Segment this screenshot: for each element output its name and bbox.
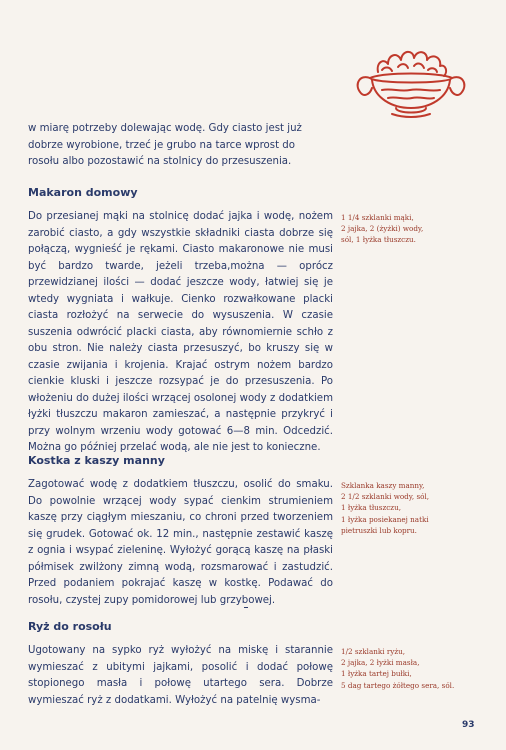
intro-line: w miarę potrzeby dolewając wodę. Gdy ciasto jest już — [28, 123, 302, 134]
ingredient-line: 1/2 szklanki ryżu, — [341, 647, 406, 656]
page-number: 93 — [462, 720, 475, 730]
soup-bowl-illustration — [352, 22, 470, 122]
section-title: Ryż do rosołu — [28, 620, 112, 633]
recipe-instructions: Zagotować wodę z dodatkiem tłuszczu, osolić do smaku. Do powolnie wrzącej wody sypać cienkim strumieniem kaszę przy ciągłym mieszaniu, co chroni przed tworzeniem się grudek. Gotować ok. 12 min., następnie zestawić kaszę z ognia i wsypać zieleninę. Wyłożyć gorącą kaszę na płaski półmisek zwilżony zimną wodą, rozsmarować i zastudzić. Przed podaniem pokrajać kaszę w kostkę. Podawać do rosołu, czystej zupy pomidorowej lub grzybowej. — [28, 479, 333, 606]
ingredient-line: 1 łyżka tartej bułki, — [341, 669, 412, 679]
intro-paragraph — [28, 121, 333, 171]
section-text — [28, 209, 333, 457]
section-text — [28, 477, 333, 609]
section-title: Makaron domowy — [28, 186, 138, 199]
ingredient-line: Szklanka kaszy manny, — [341, 481, 425, 490]
intro-line: dobrze wyrobione, trzeć je grubo na tarce wprost do — [28, 139, 296, 151]
recipe-instructions: Ugotowany na sypko ryż wyłożyć na miskę i starannie wymieszać z ubitymi jajkami, posolić i dodać połowę stopionego masła i połowę utartego sera. Dobrze wymieszać ryż z dodatkami. Wyłożyć na patelnię wysma- — [28, 645, 333, 706]
recipe-instructions: Do przesianej mąki na stolnicę dodać jajka i wodę, nożem zarobić ciasto, a gdy wszystkie składniki ciasta dobrze się połączą, wygnieść je rękami. Ciasto makaronowe nie musi być bardzo twarde, jeżeli trzeba,można — oprócz przewidzianej ilości — dodać jeszcze wody, łatwiej się je wtedy wygniata i wałkuje. Cienko rozwałkowane placki ciasta rozłożyć na serwecie do wysuszenia. W czasie suszenia odwrócić placki ciasta, aby równomiernie schło z obu stron. Nie należy ciasta przesuszyć, bo kruszy się w czasie zwijania i krojenia. Krajać ostrym nożem bardzo cienkie kluski i jeszcze rozsypać je do przesuszenia. Po włożeniu do dużej ilości wrzącej osolonej wody z dodatkiem łyżki tłuszczu makaron zamieszać, a następnie przykryć i przy wolnym wrzeniu wody gotować 6—8 min. Odcedzić. Można go później przelać wodą, ale nie jest to konieczne. — [28, 211, 333, 453]
intro-line: rosołu albo pozostawić na stolnicy do przesuszenia. — [28, 156, 292, 167]
ingredient-line: 1 łyżka posiekanej natki — [341, 514, 429, 524]
ingredient-line: 1 1/4 szklanki mąki, — [341, 213, 414, 222]
ingredient-line: 2 jajka, 2 łyżki masła, — [341, 658, 420, 668]
ingredients-list — [341, 480, 491, 536]
ingredients-list — [341, 212, 491, 246]
ingredient-line: 2 jajka, 2 (żyżki) wody, — [341, 224, 424, 234]
ingredient-line: sól, 1 łyżka tłuszczu. — [341, 235, 416, 245]
ingredient-line: 5 dag tartego żółtego sera, sól. — [341, 680, 455, 690]
ingredient-line: pietruszki lub kopru. — [341, 525, 417, 535]
section-text — [28, 643, 333, 709]
section-title: Kostka z kaszy manny — [28, 454, 165, 467]
ingredients-list — [341, 646, 491, 691]
divider-mark — [244, 607, 248, 608]
ingredient-line: 2 1/2 szklanki wody, sól, — [341, 492, 430, 502]
ingredient-line: 1 łyżka tłuszczu, — [341, 503, 402, 513]
